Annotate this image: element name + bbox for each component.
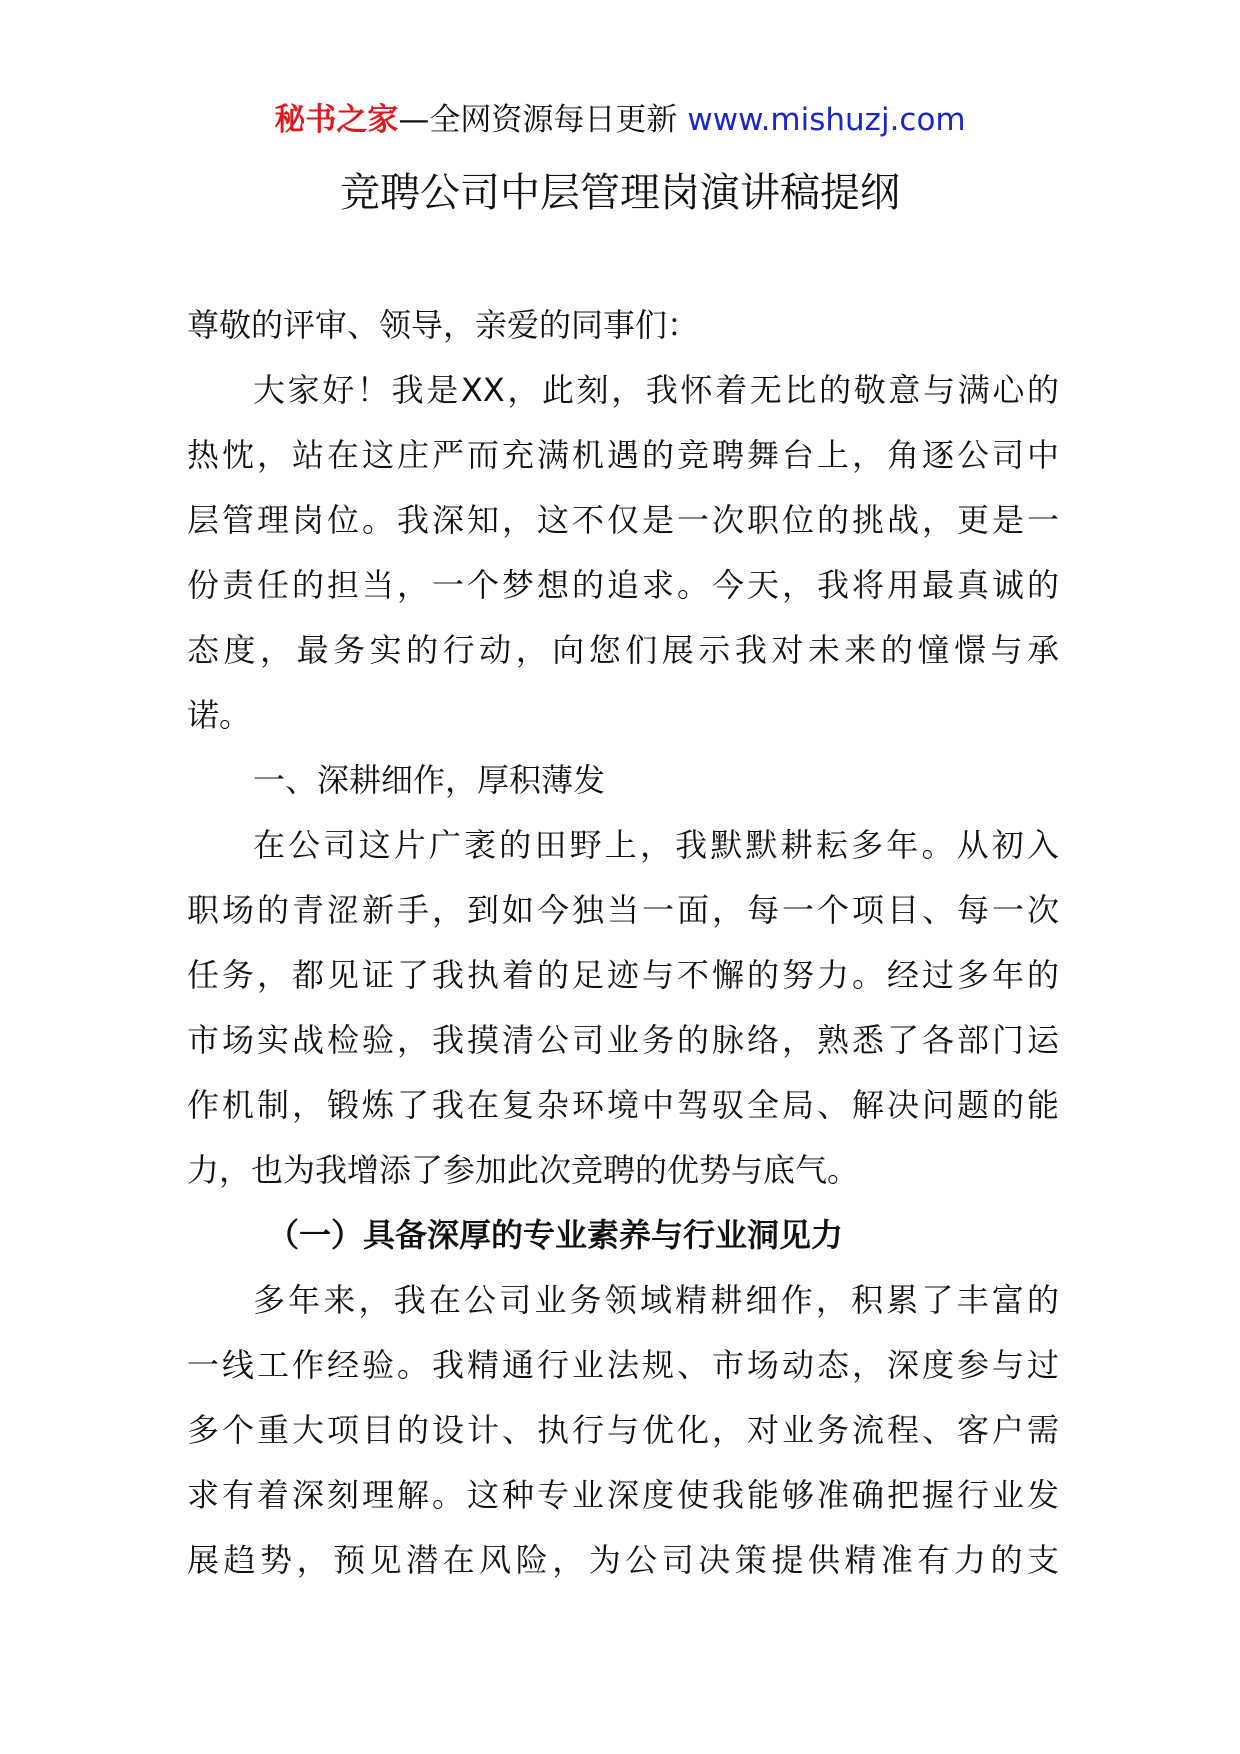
paragraph-line: 层管理岗位。我深知，这不仅是一次职位的挑战，更是一 xyxy=(187,501,1059,539)
paragraph-line: 一线工作经验。我精通行业法规、市场动态，深度参与过 xyxy=(187,1346,1059,1384)
paragraph-line: 展趋势，预见潜在风险，为公司决策提供精准有力的支 xyxy=(187,1541,1059,1579)
paragraph-line: 热忱，站在这庄严而充满机遇的竞聘舞台上，角逐公司中 xyxy=(187,436,1059,474)
paragraph-line: 职场的青涩新手，到如今独当一面，每一个项目、每一次 xyxy=(187,891,1059,929)
site-link[interactable]: www.mishuzj.com xyxy=(687,102,966,138)
brand-name: 秘书之家 xyxy=(274,102,399,138)
paragraph-line: 市场实战检验，我摸清公司业务的脉络，熟悉了各部门运 xyxy=(187,1021,1059,1059)
document-title: 竞聘公司中层管理岗演讲稿提纲 xyxy=(340,170,900,216)
paragraph-line: 力，也为我增添了参加此次竞聘的优势与底气。 xyxy=(187,1151,860,1189)
paragraph-line: 态度，最务实的行动，向您们展示我对未来的憧憬与承 xyxy=(187,631,1059,669)
paragraph-line: 诺。 xyxy=(187,696,252,734)
paragraph-line: 份责任的担当，一个梦想的追求。今天，我将用最真诚的 xyxy=(187,566,1059,604)
section-heading: 一、深耕细作，厚积薄发 xyxy=(253,761,606,799)
subsection-heading: （一）具备深厚的专业素养与行业洞见力 xyxy=(267,1216,844,1254)
site-header xyxy=(0,98,1240,142)
paragraph-line: 在公司这片广袤的田野上，我默默耕耘多年。从初入 xyxy=(253,826,1059,864)
paragraph-line: 作机制，锻炼了我在复杂环境中驾驭全局、解决问题的能 xyxy=(187,1086,1059,1124)
header-tagline: —全网资源每日更新 xyxy=(398,102,678,138)
paragraph-line: 大家好！我是XX，此刻，我怀着无比的敬意与满心的 xyxy=(253,371,1059,409)
paragraph-line: 多个重大项目的设计、执行与优化，对业务流程、客户需 xyxy=(187,1411,1059,1449)
salutation: 尊敬的评审、领导，亲爱的同事们： xyxy=(187,306,700,344)
paragraph-line: 多年来，我在公司业务领域精耕细作，积累了丰富的 xyxy=(253,1281,1059,1319)
paragraph-line: 求有着深刻理解。这种专业深度使我能够准确把握行业发 xyxy=(187,1476,1059,1514)
paragraph-line: 任务，都见证了我执着的足迹与不懈的努力。经过多年的 xyxy=(187,956,1059,994)
document-body xyxy=(187,293,1059,1593)
